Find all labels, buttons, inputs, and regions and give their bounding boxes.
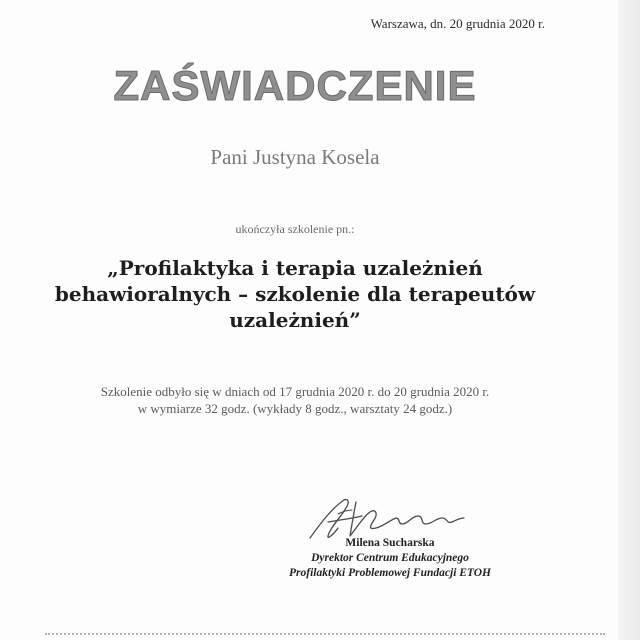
course-title-line: behawioralnych – szkolenie dla terapeutów	[54, 282, 536, 306]
course-title-line: „Profilaktyka i terapia uzależnień	[107, 256, 483, 280]
completed-label: ukończyła szkolenie pn.:	[235, 222, 355, 236]
signer-name: Milena Sucharska	[345, 537, 435, 549]
page-edge-shadow	[618, 0, 640, 640]
course-title-line: uzależnień”	[229, 308, 361, 332]
training-details	[0, 383, 590, 417]
signer-block	[240, 536, 540, 581]
training-dates: Szkolenie odbyło się w dniach od 17 grudnia 2020 r. do 20 grudnia 2020 r.	[100, 384, 490, 399]
training-hours: w wymiarze 32 godz. (wykłady 8 godz., warsztaty 24 godz.)	[137, 401, 453, 416]
signer-role-line: Profilaktyki Problemowej Fundacji ETOH	[289, 567, 491, 579]
course-title	[0, 255, 590, 333]
signer-role-line: Dyrektor Centrum Edukacyjnego	[311, 552, 469, 564]
bottom-dotted-divider	[45, 633, 605, 635]
certificate-title: ZAŚWIADCZENIE	[113, 62, 477, 109]
recipient-name: Pani Justyna Kosela	[210, 145, 380, 169]
place-date: Warszawa, dn. 20 grudnia 2020 r.	[370, 16, 545, 31]
